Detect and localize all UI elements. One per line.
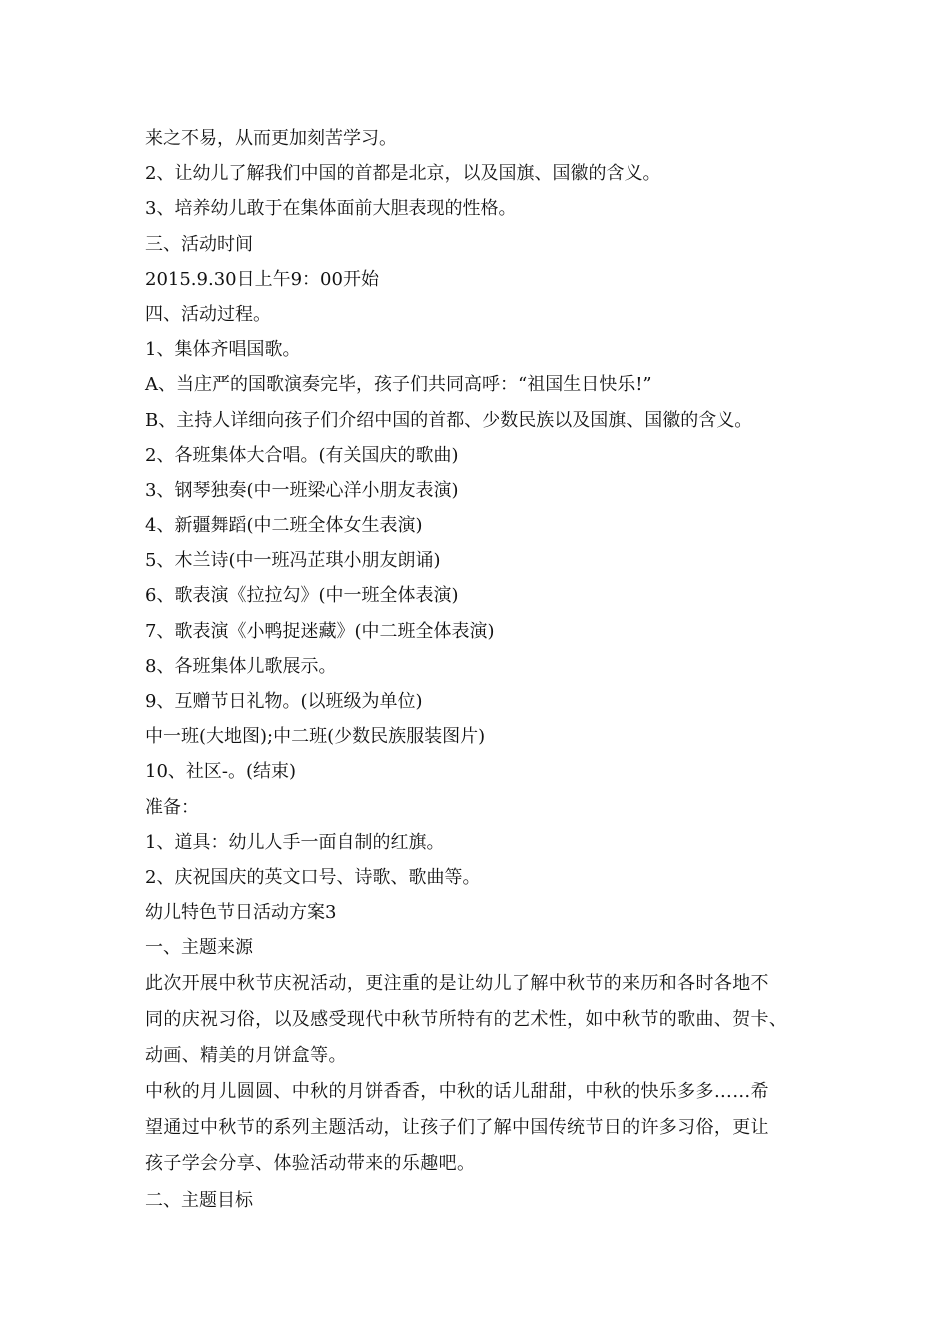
document-title: 幼儿特色节日活动方案3 xyxy=(145,902,337,924)
list-item: 2、让幼儿了解我们中国的首都是北京，以及国旗、国徽的含义。 xyxy=(145,163,661,185)
section-heading: 准备： xyxy=(145,796,199,818)
text-line: 来之不易，从而更加刻苦学习。 xyxy=(145,128,397,149)
list-item: 2、各班集体大合唱。(有关国庆的歌曲) xyxy=(145,444,459,466)
list-item: 8、各班集体儿歌展示。 xyxy=(145,655,337,677)
paragraph-line: 孩子学会分享、体验活动带来的乐趣吧。 xyxy=(145,1153,476,1175)
event-time: 2015.9.30日上午9：00开始 xyxy=(145,268,379,290)
list-item: 10、社区-。(结束) xyxy=(145,761,297,783)
list-item: 7、歌表演《小鸭捉迷藏》(中二班全体表演) xyxy=(145,620,495,642)
list-item: 1、集体齐唱国歌。 xyxy=(145,339,301,361)
list-item: 9、互赠节日礼物。(以班级为单位) xyxy=(145,691,423,712)
paragraph-line: 中秋的月儿圆圆、中秋的月饼香香，中秋的话儿甜甜，中秋的快乐多多……希 xyxy=(145,1081,769,1103)
paragraph-line: 同的庆祝习俗，以及感受现代中秋节所特有的艺术性，如中秋节的歌曲、贺卡、 xyxy=(145,1008,788,1030)
section-heading: 二、主题目标 xyxy=(145,1189,253,1211)
list-item: 3、培养幼儿敢于在集体面前大胆表现的性格。 xyxy=(145,198,517,220)
paragraph-line: 动画、精美的月饼盒等。 xyxy=(145,1044,347,1066)
document-body xyxy=(145,121,815,1218)
list-item: 4、新疆舞蹈(中二班全体女生表演) xyxy=(145,515,423,537)
section-heading: 四、活动过程。 xyxy=(145,303,271,325)
list-item: B、主持人详细向孩子们介绍中国的首都、少数民族以及国旗、国徽的含义。 xyxy=(145,409,753,431)
paragraph-line: 望通过中秋节的系列主题活动，让孩子们了解中国传统节日的许多习俗，更让 xyxy=(145,1117,769,1139)
list-item: 5、木兰诗(中一班冯芷琪小朋友朗诵) xyxy=(145,550,441,572)
section-heading: 一、主题来源 xyxy=(145,937,253,959)
list-item: 3、钢琴独奏(中一班梁心洋小朋友表演) xyxy=(145,479,459,501)
list-item: A、当庄严的国歌演奏完毕，孩子们共同高呼：“祖国生日快乐!” xyxy=(145,374,652,396)
list-item: 2、庆祝国庆的英文口号、诗歌、歌曲等。 xyxy=(145,866,481,888)
paragraph-line: 此次开展中秋节庆祝活动，更注重的是让幼儿了解中秋节的来历和各时各地不 xyxy=(145,972,769,994)
section-heading: 三、活动时间 xyxy=(145,233,253,255)
list-item: 1、道具：幼儿人手一面自制的红旗。 xyxy=(145,831,445,853)
text-line: 中一班(大地图);中二班(少数民族服装图片) xyxy=(145,726,486,748)
list-item: 6、歌表演《拉拉勾》(中一班全体表演) xyxy=(145,585,459,607)
